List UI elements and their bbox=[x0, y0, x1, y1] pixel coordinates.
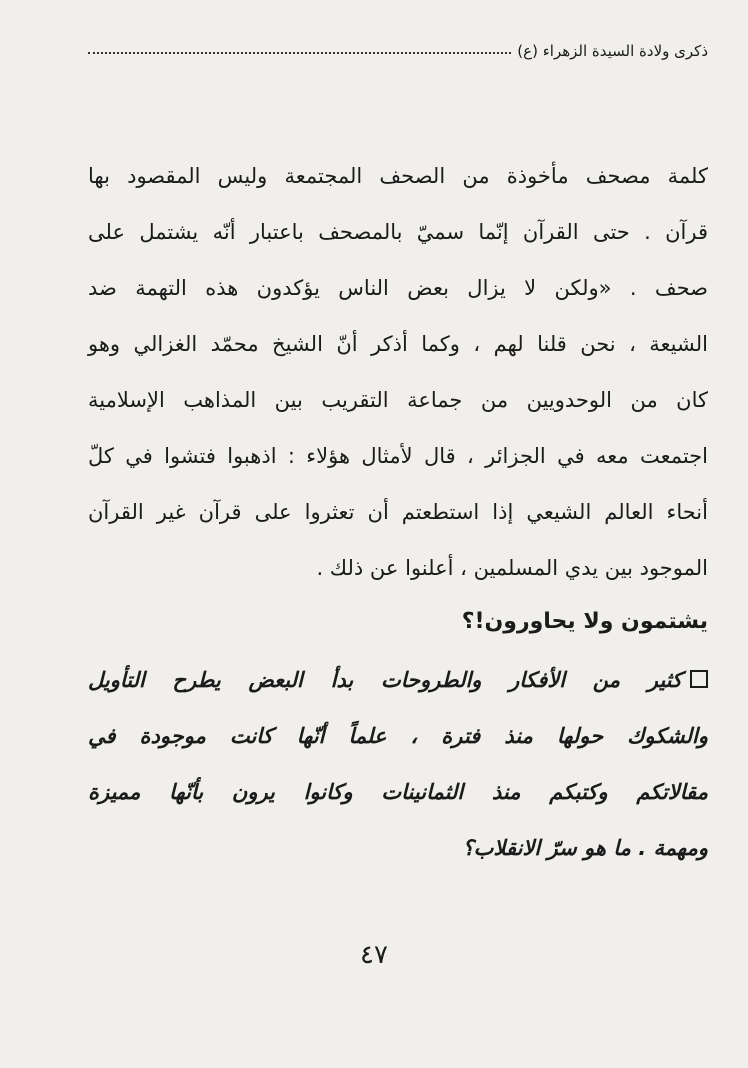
interview-question bbox=[88, 652, 708, 876]
paragraph-line: الشيعة ، نحن قلنا لهم ، وكما أذكر أنّ الشيخ محمّد الغزالي وهو bbox=[88, 332, 708, 356]
paragraph-line: اجتمعت معه في الجزائر ، قال لأمثال هؤلاء : اذهبوا فتشوا في كلّ bbox=[88, 444, 708, 468]
paragraph-line: كان من الوحدويين من جماعة التقريب بين المذاهب الإسلامية bbox=[88, 388, 708, 412]
question-line: مقالاتكم وكتبكم منذ الثمانينات وكانوا يرون بأنّها مميزة bbox=[88, 780, 708, 804]
question-box-icon bbox=[690, 670, 708, 688]
question-line: كثير من الأفكار والطروحات بدأ البعض يطرح التأويل bbox=[88, 668, 682, 692]
paragraph-line: قرآن . حتى القرآن إنّما سميّ بالمصحف باعتبار أنّه يشتمل على bbox=[88, 220, 708, 244]
header-dotted-leader bbox=[88, 52, 511, 54]
paragraph-line: صحف . «ولكن لا يزال بعض الناس يؤكدون هذه التهمة ضد bbox=[88, 276, 708, 300]
header-title: ذكرى ولادة السيدة الزهراء (ع) bbox=[517, 42, 708, 60]
paragraph-line: كلمة مصحف مأخوذة من الصحف المجتمعة وليس المقصود بها bbox=[88, 164, 708, 188]
question-line: ومهمة . ما هو سرّ الانقلاب؟ bbox=[462, 836, 708, 860]
question-line: والشكوك حولها منذ فترة ، علماً أنّها كانت موجودة في bbox=[88, 724, 708, 748]
page-number: ٤٧ bbox=[360, 940, 388, 970]
running-header bbox=[88, 30, 708, 60]
body-paragraph bbox=[88, 148, 708, 596]
section-heading: يشتمون ولا يحاورون!؟ bbox=[461, 609, 708, 634]
paragraph-line: أنحاء العالم الشيعي إذا استطعتم أن تعثروا على قرآن غير القرآن bbox=[88, 500, 708, 524]
paragraph-line: الموجود بين يدي المسلمين ، أعلنوا عن ذلك . bbox=[316, 556, 708, 580]
